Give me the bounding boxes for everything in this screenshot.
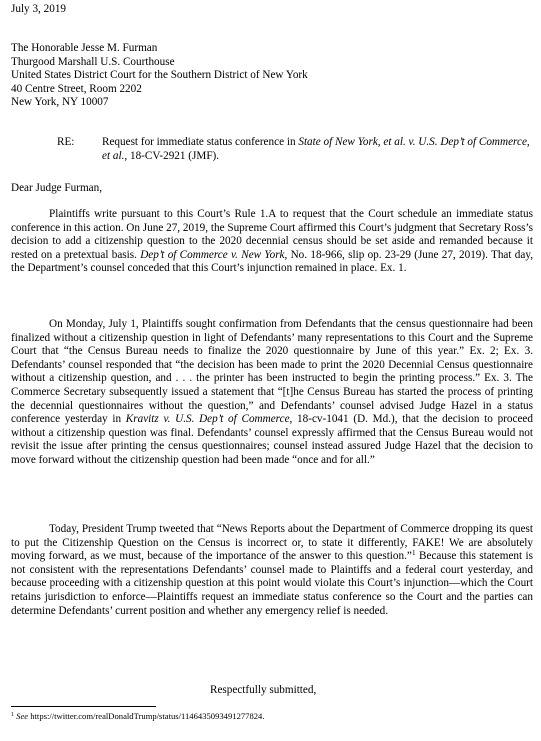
footnote-number: 1 [11,712,14,718]
address-line: 40 Centre Street, Room 2202 [11,82,142,95]
re-label: RE: [57,136,75,148]
salutation: Dear Judge Furman, [11,182,103,194]
footnote-divider [11,706,156,707]
footnote-url[interactable]: https://twitter.com/realDonaldTrump/status/1146435093491277824. [28,711,265,721]
address-line: Thurgood Marshall U.S. Courthouse [11,55,175,68]
body-paragraph-1: Plaintiffs write pursuant to this Court’s Rule 1.A to request that the Court schedule an immediate status conference in this action. On June 27, 2019, the Supreme Court affirmed this Court’s judgment that Secretary Ross’s decision to add a citizenship question to the 2020 decennial census should be set aside and remanded because it rested on a pretextual basis. Dep’t of Commerce v. New York, No. 18-966, slip op. 23-29 (June 27, 2019). That day, the Department’s counsel conceded that this Court’s injunction remained in place. Ex. 1. [11,208,533,275]
footnote: $^1$ See https://twitter.com/realDonaldTrump/status/1146435093491277824. [11,711,265,721]
address-line: The Honorable Jesse M. Furman [11,42,158,54]
recipient-address [11,42,533,110]
case-citation: Dep’t of Commerce v. New York [140,248,285,261]
address-line: New York, NY 10007 [11,96,109,109]
case-citation: Kravitz v. U.S. Dep’t of Commerce [125,413,290,426]
body-paragraph-2: On Monday, July 1, Plaintiffs sought confirmation from Defendants that the census questionnaire had been finalized without a citizenship question in light of Defendants’ many representations to this Court and the Supreme Court that “the Census Bureau needs to finalize the 2020 questionnaire by June of this year.” Ex. 2; Ex. 3. Defendants’ counsel responded that “the decision has been made to print the 2020 Decennial Census questionnaire without a citizenship question, and . . . the printer has been instructed to begin the printing process.” Ex. 3. The Commerce Secretary subsequently issued a statement that “[t]he Census Bureau has started the process of printing the decennial questionnaires without the question,” and Defendants’ counsel advised Judge Hazel in a status conference yesterday in Kravitz v. U.S. Dep’t of Commerce, 18-cv-1041 (D. Md.), that the decision to proceed without a citizenship question was final. Defendants’ counsel expressly affirmed that the Census Bureau would not revisit the issue after printing the census questionnaires; counsel instead assured Judge Hazel that the decision to move forward without the citizenship question had been made “once and for all.” [11,318,533,466]
address-line: United States District Court for the Southern District of New York [11,69,308,82]
body-paragraph-3: Today, President Trump tweeted that “News Reports about the Department of Commerce dropping its quest to put the Citizenship Question on the Census is incorrect or, to state it differently, FAKE! We are absolutely moving forward, as we must, because of the importance of the answer to this question.”$^1$ Because this statement is not consistent with the representations Defendants’ counsel made to Plaintiffs and a federal court yesterday, and because proceeding with a citizenship question at this point would violate this Court’s injunction—which the Court retains jurisdiction to enforce—Plaintiffs request an immediate status conference so the Court and the parties can determine Defendants’ current position and whether any emergency relief is needed. [11,523,533,617]
re-line [57,136,533,163]
closing: Respectfully submitted, [210,684,317,696]
footnote-reference[interactable]: 1 [411,548,416,558]
re-subject: Request for immediate status conference in State of New York, et al. v. U.S. Dep’t of Commerce, et al., 18-CV-2921 (JMF). [102,136,530,162]
case-caption: State of New York, et al. v. U.S. Dep’t of Commerce, et al. [102,136,530,162]
letter-date: July 3, 2019 [11,3,67,15]
